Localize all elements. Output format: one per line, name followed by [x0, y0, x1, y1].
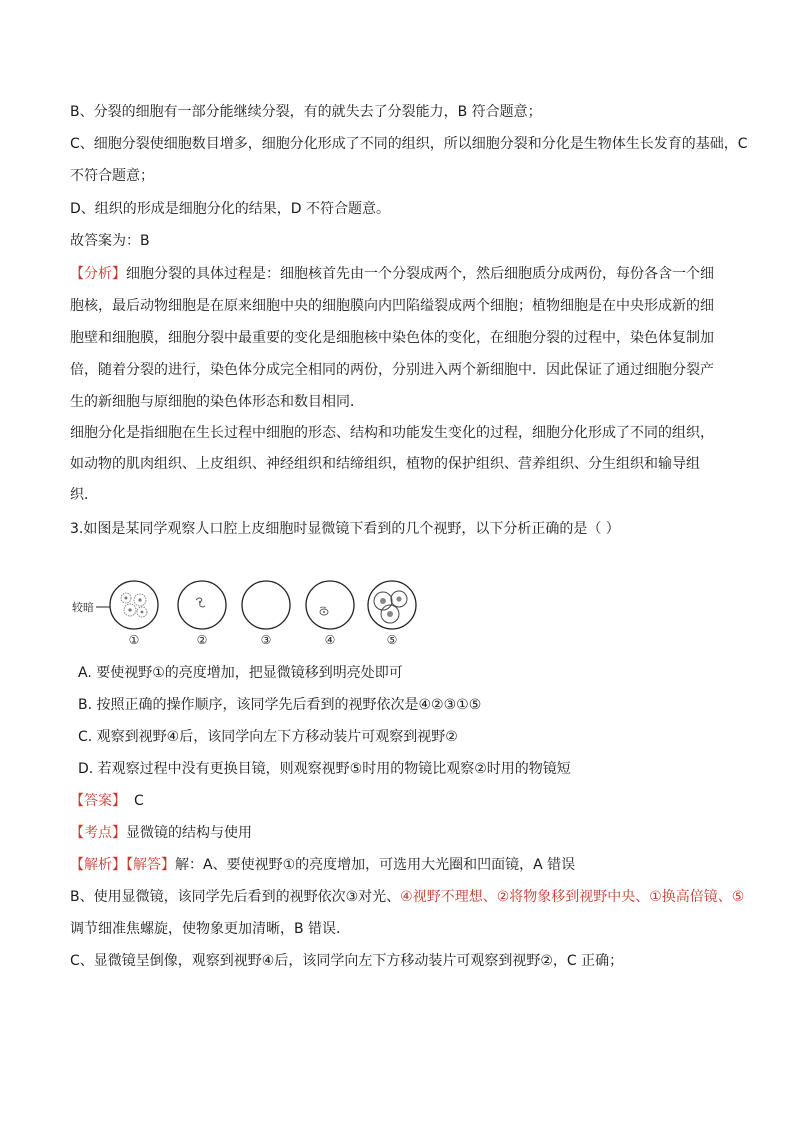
figure-label: 较暗: [72, 601, 94, 614]
field-number-2: ②: [196, 633, 208, 647]
jiexi-text-b-red: ④视野不理想、②将物象移到视野中央、①换高倍镜、⑤: [400, 889, 745, 905]
kaodian-line: [70, 824, 252, 842]
jiexi-label: 【解析】: [70, 857, 126, 873]
jiexi-line4: C、显微镜呈倒像，观察到视野④后，该同学向左下方移动装片可观察到视野②，C 正确；: [70, 953, 624, 969]
field-number-3: ③: [260, 633, 272, 647]
jiexi-line3: 调节细准焦螺旋，使物象更加清晰，B 错误．: [70, 921, 351, 937]
field-2: [178, 581, 226, 647]
analysis-line6: 细胞分化是指细胞在生长过程中细胞的形态、结构和功能发生变化的过程，细胞分化形成了不同的组织，: [70, 425, 714, 441]
option-c-explanation-line1: C、细胞分裂使细胞数目增多，细胞分化形成了不同的组织，所以细胞分裂和分化是生物体生长发育的基础，C: [70, 136, 748, 152]
fields-svg: [70, 578, 430, 648]
option-c: C. 观察到视野④后，该同学向左下方移动装片可观察到视野②: [78, 729, 458, 745]
field-number-1: ①: [128, 633, 140, 647]
analysis-line7: 如动物的肌肉组织、上皮组织、神经组织和结缔组织，植物的保护组织、营养组织、分生组织和输导组: [70, 456, 700, 472]
option-d: D. 若观察过程中没有更换目镜，则观察视野⑤时用的物镜比观察②时用的物镜短: [78, 761, 571, 777]
answer-line: [70, 792, 144, 810]
answer-summary: 故答案为：B: [70, 233, 150, 249]
jiexi-line2: [70, 888, 744, 906]
field-number-4: ④: [324, 633, 336, 647]
option-b-explanation: B、分裂的细胞有一部分能继续分裂，有的就失去了分裂能力，B 符合题意；: [70, 104, 542, 120]
analysis-line4: 倍，随着分裂的进行，染色体分成完全相同的两份，分别进入两个新细胞中．因此保证了通过细胞分裂产: [70, 362, 714, 378]
question-stem: 3.如图是某同学观察人口腔上皮细胞时显微镜下看到的几个视野，以下分析正确的是（ ）: [70, 521, 620, 537]
answer-label: 【答案】: [70, 793, 126, 809]
field-number-5: ⑤: [386, 633, 398, 647]
field-5: [368, 581, 416, 647]
microscope-fields-figure: [70, 578, 430, 648]
field-1: [110, 581, 158, 647]
analysis-label: 【分析】: [70, 266, 126, 282]
jiexi-text-b: B、使用显微镜，该同学先后看到的视野依次③对光、: [70, 889, 401, 905]
analysis-line3: 胞壁和细胞膜，细胞分裂中最重要的变化是细胞核中染色体的变化，在细胞分裂的过程中，染色体复制加: [70, 330, 714, 346]
analysis-line2: 胞核，最后动物细胞是在原来细胞中央的细胞膜向内凹陷缢裂成两个细胞；植物细胞是在中央形成新的细: [70, 298, 714, 314]
jiexi-answer-label: 【解答】: [126, 857, 175, 873]
kaodian-value: 显微镜的结构与使用: [126, 825, 252, 841]
analysis-line1: [70, 265, 714, 283]
jiexi-text-a: 解：A、要使视野①的亮度增加，可选用大光圈和凹面镜，A 错误: [175, 857, 576, 873]
jiexi-line1: [70, 856, 575, 874]
answer-value: C: [134, 793, 144, 809]
option-b: B. 按照正确的操作顺序，该同学先后看到的视野依次是④②③①⑤: [78, 697, 482, 713]
field-4: [306, 581, 354, 647]
analysis-line8: 织．: [70, 487, 98, 503]
kaodian-label: 【考点】: [70, 825, 126, 841]
field-3: [242, 581, 290, 647]
option-d-explanation: D、组织的形成是细胞分化的结果，D 不符合题意。: [70, 201, 391, 217]
analysis-text: 细胞分裂的具体过程是：细胞核首先由一个分裂成两个，然后细胞质分成两份，每份各含一个细: [126, 266, 714, 282]
analysis-line5: 生的新细胞与原细胞的染色体形态和数目相同．: [70, 394, 364, 410]
option-c-explanation-line2: 不符合题意；: [70, 168, 154, 184]
option-a: A. 要使视野①的亮度增加，把显微镜移到明亮处即可: [78, 665, 403, 681]
